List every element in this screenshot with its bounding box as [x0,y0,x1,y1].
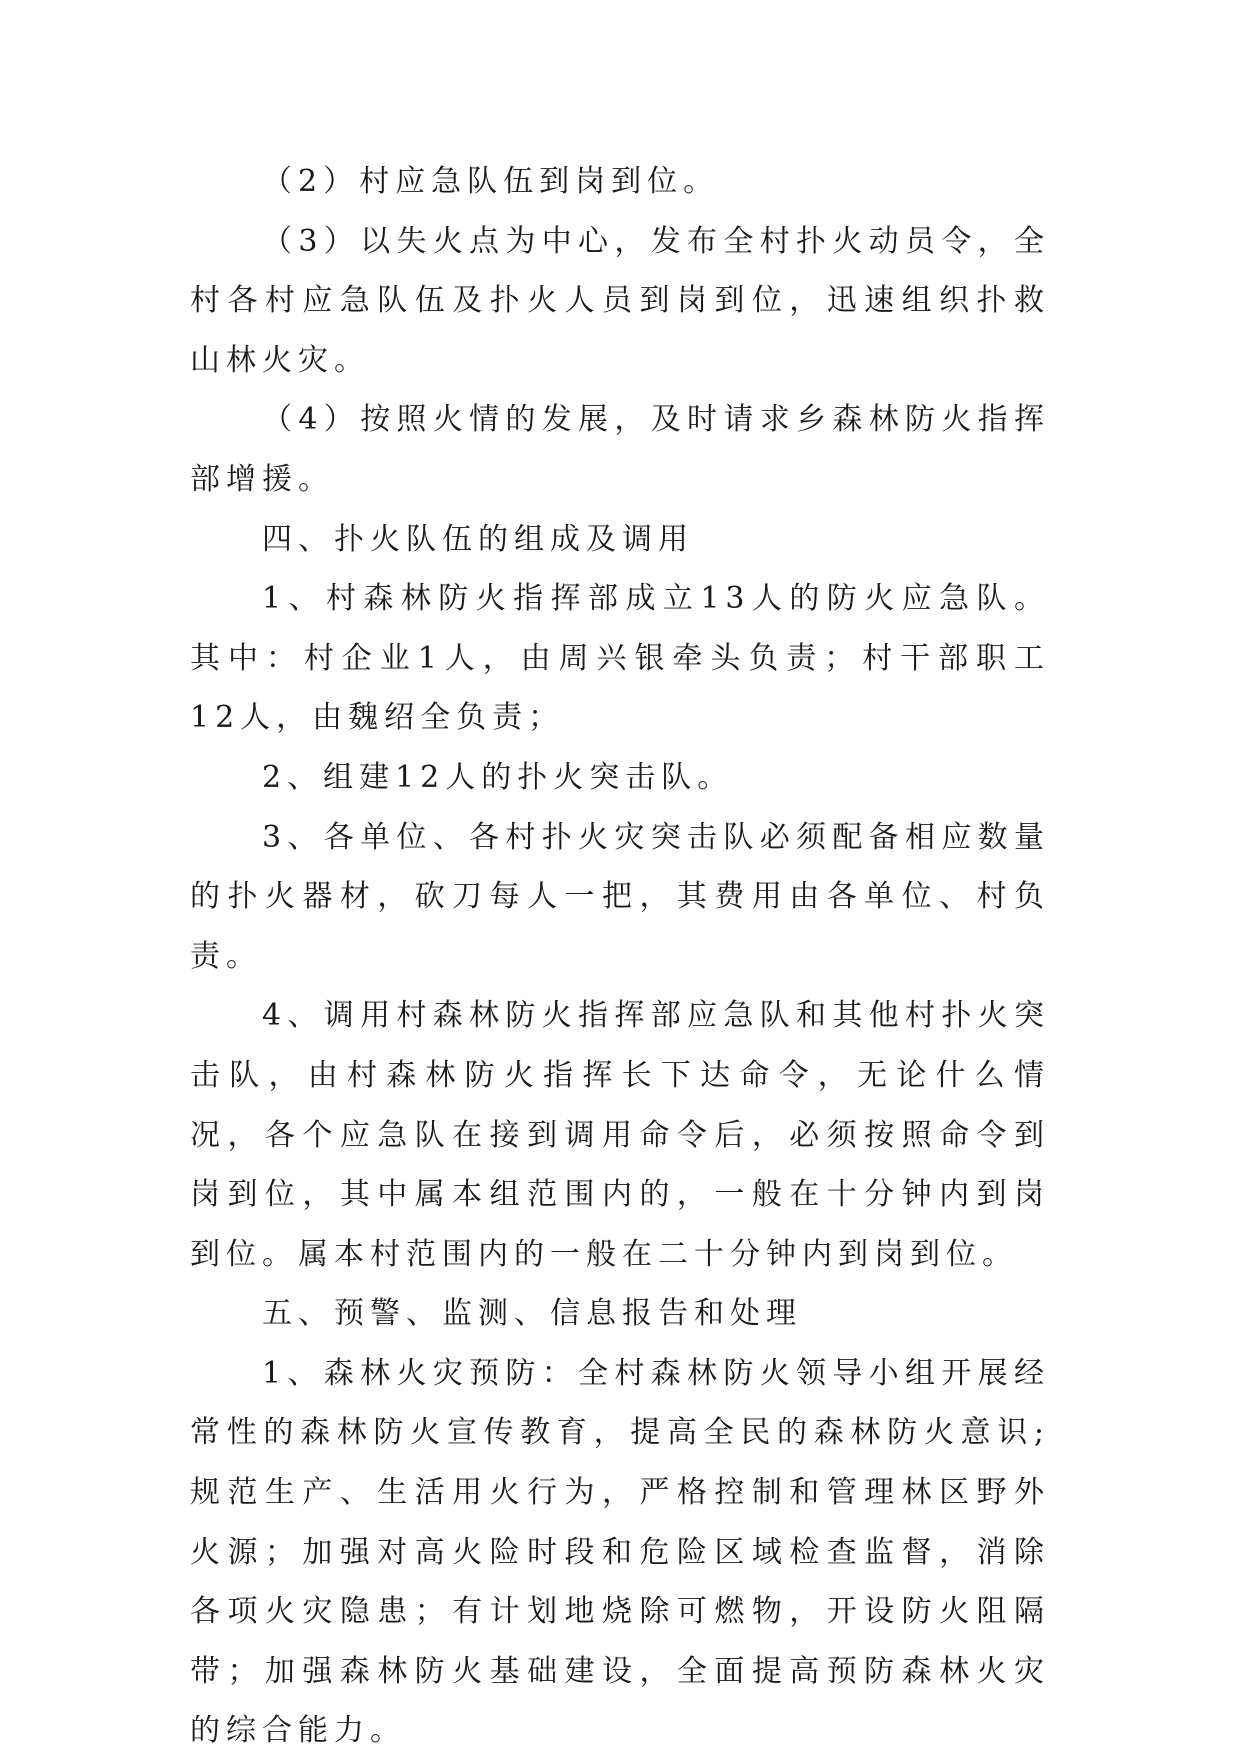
paragraph-mobilization: （3）以失火点为中心，发布全村扑火动员令，全村各村应急队伍及扑火人员到岗到位，迅速组织扑救山林火灾。 [190,223,1050,378]
section-heading-four: 四、扑火队伍的组成及调用 [262,521,694,557]
section-heading-five: 五、预警、监测、信息报告和处理 [262,1296,802,1332]
paragraph-dispatch: 4、调用村森林防火指挥部应急队和其他村扑火突击队，由村森林防火指挥长下达命令，无论什么情况，各个应急队在接到调用命令后，必须按照命令到岗到位，其中属本组范围内的，一般在十分钟内到岗到位。属本村范围内的一般在二十分钟内到岗到位。 [190,998,1050,1272]
paragraph-assault-team: 2、组建12人的扑火突击队。 [262,759,734,795]
paragraph-fire-prevention: 1、森林火灾预防：全村森林防火领导小组开展经常性的森林防火宣传教育，提高全民的森林防火意识;规范生产、生活用火行为，严格控制和管理林区野外火源；加强对高火险时段和危险区域检查监督，消除各项火灾隐患；有计划地烧除可燃物，开设防火阻隔带；加强森林防火基础建设，全面提高预防森林火灾的综合能力。 [190,1355,1050,1749]
paragraph-emergency-team: 1、村森林防火指挥部成立13人的防火应急队。其中：村企业1人，由周兴银牵头负责；村干部职工12人，由魏绍全负责； [190,581,1050,736]
document-body [190,152,1050,1761]
paragraph-request-reinforcement: （4）按照火情的发展，及时请求乡森林防火指挥部增援。 [190,402,1050,497]
paragraph-village-team: （2）村应急队伍到岗到位。 [262,164,720,199]
paragraph-equipment: 3、各单位、各村扑火灾突击队必须配备相应数量的扑火器材，砍刀每人一把，其费用由各单位、村负责。 [190,819,1050,974]
